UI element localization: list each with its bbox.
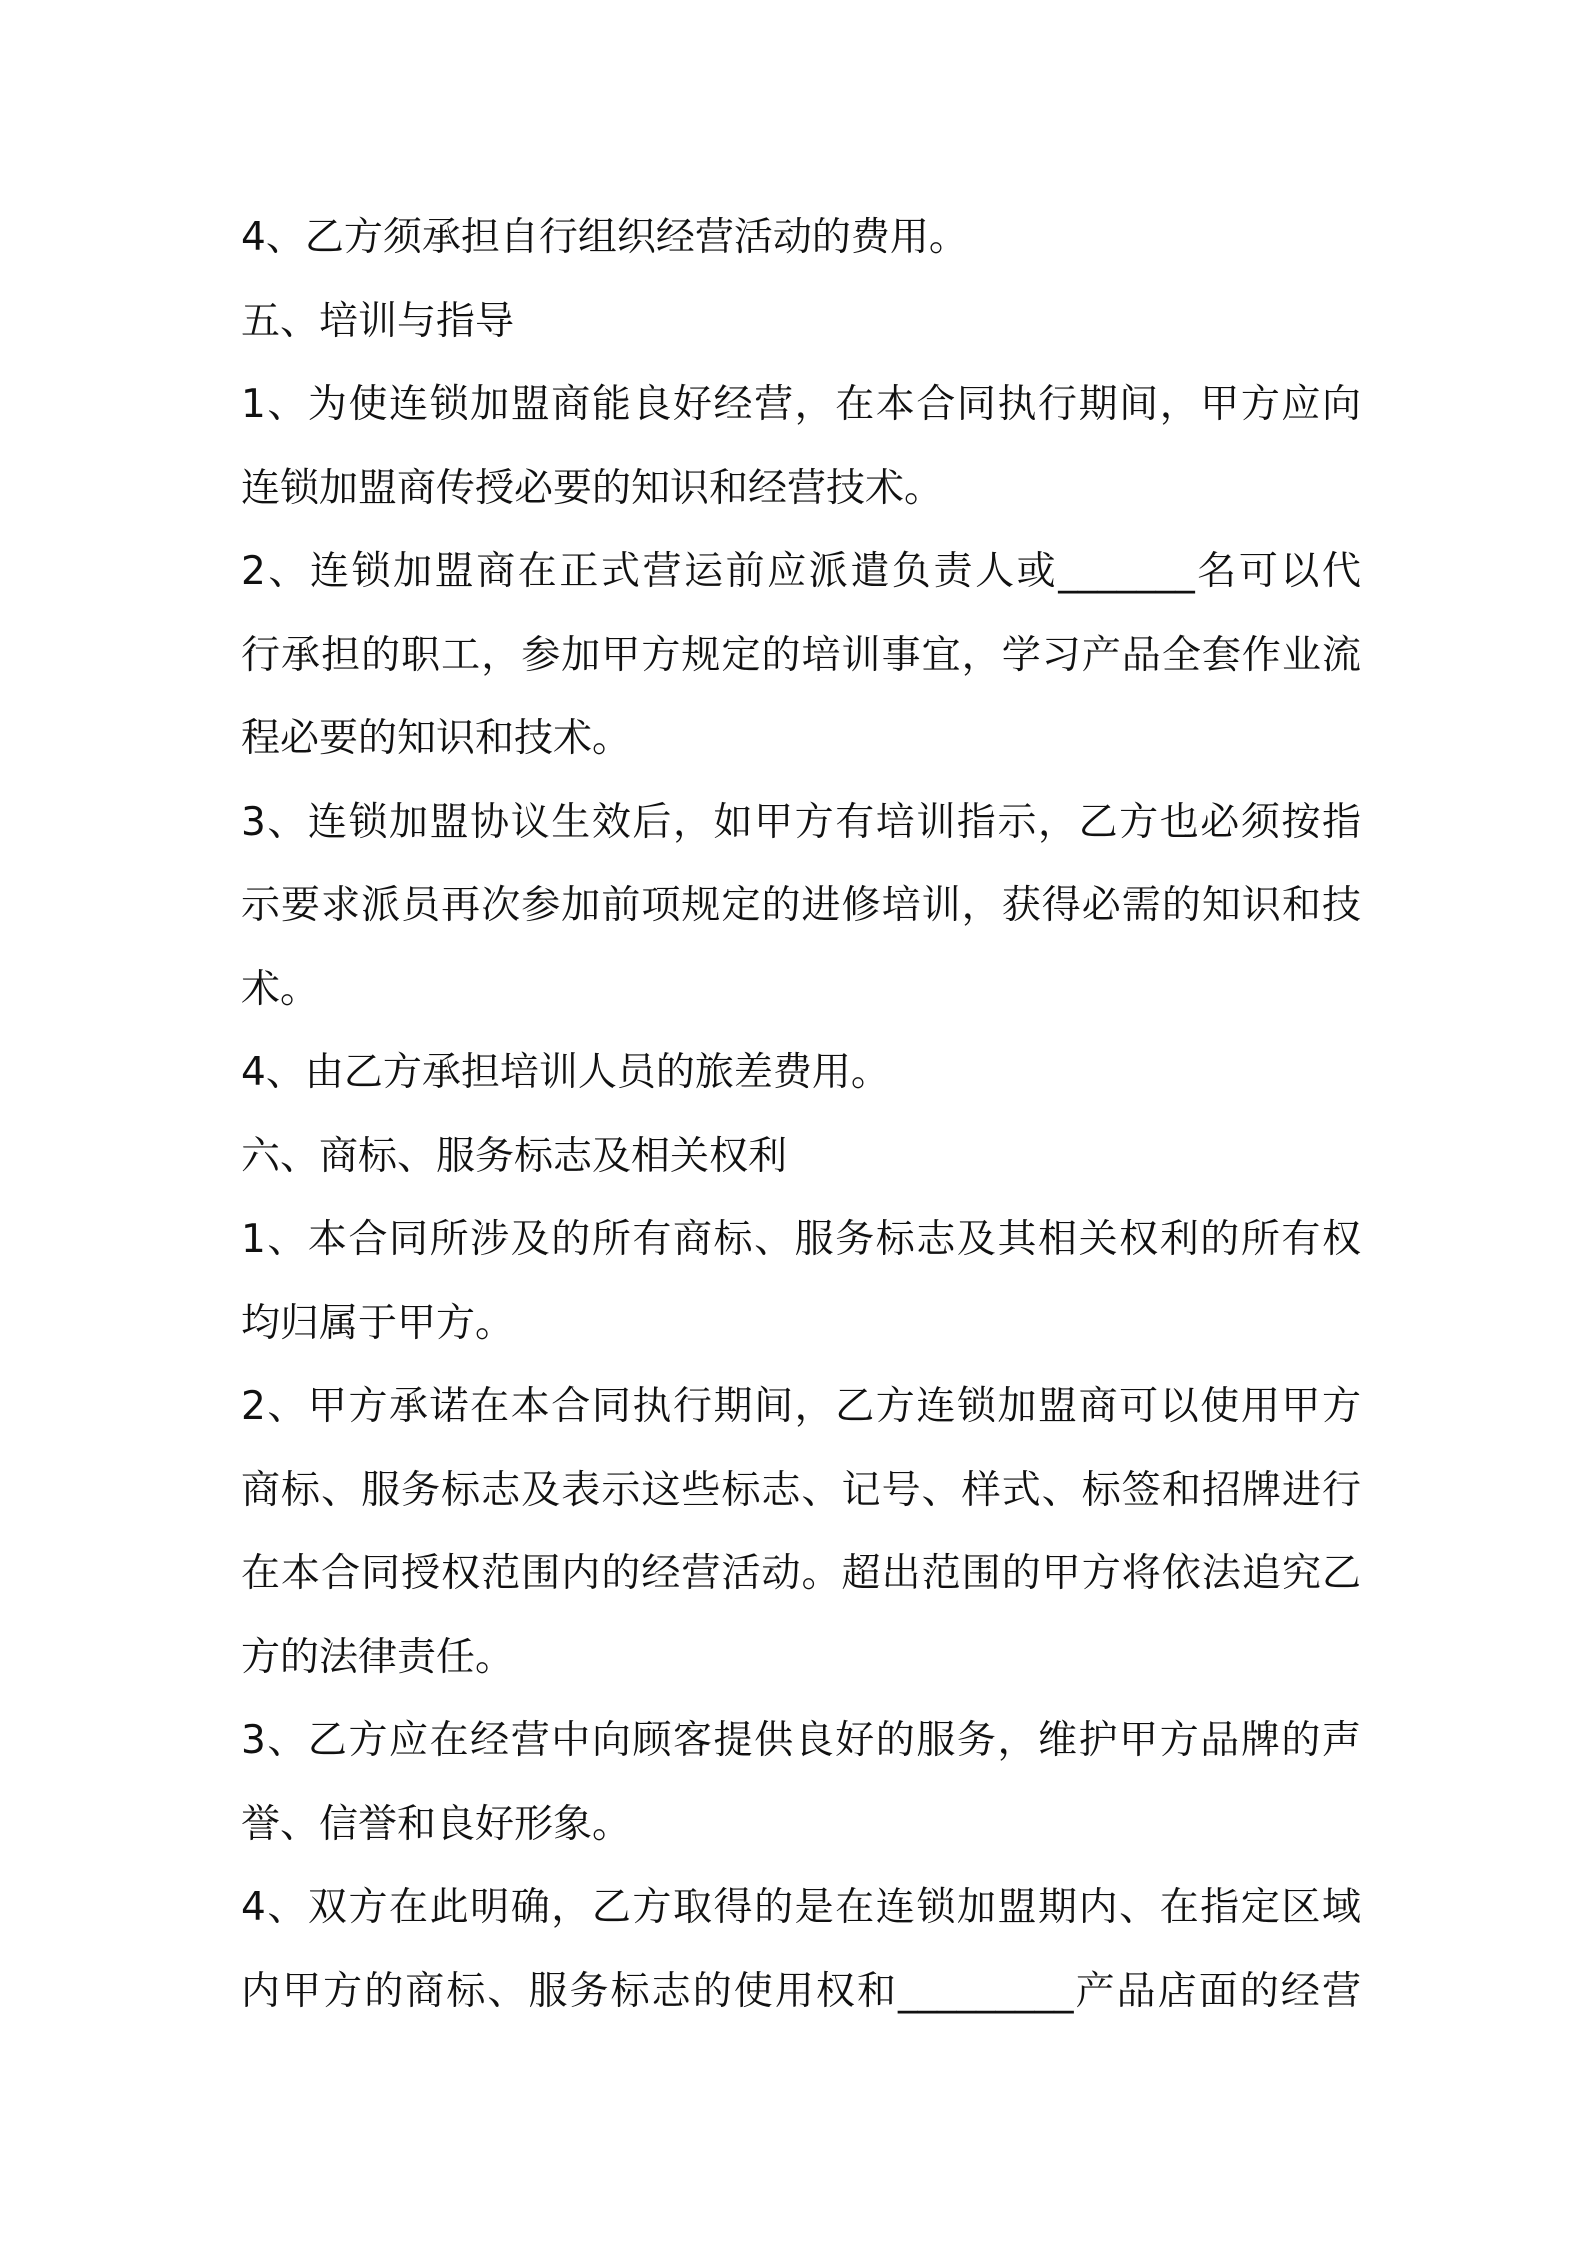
text-line: 术。 <box>241 966 320 1012</box>
text-line: 在本合同授权范围内的经营活动。超出范围的甲方将依法追究乙 <box>241 1551 1361 1596</box>
text-line: 均归属于甲方。 <box>241 1300 515 1346</box>
text-line: 商标、服务标志及表示这些标志、记号、样式、标签和招牌进行 <box>241 1467 1361 1513</box>
text-line: 1、为使连锁加盟商能良好经营，在本合同执行期间，甲方应向 <box>241 382 1361 427</box>
section-heading: 五、培训与指导 <box>241 298 515 344</box>
section-heading: 六、商标、服务标志及相关权利 <box>241 1133 788 1179</box>
text-line: 程必要的知识和技术。 <box>241 716 632 761</box>
text-line: 誉、信誉和良好形象。 <box>241 1801 632 1847</box>
text-line: 2、甲方承诺在本合同执行期间，乙方连锁加盟商可以使用甲方 <box>241 1384 1361 1429</box>
text-line: 示要求派员再次参加前项规定的进修培训，获得必需的知识和技 <box>241 883 1361 928</box>
text-line: 3、乙方应在经营中向顾客提供良好的服务，维护甲方品牌的声 <box>241 1718 1361 1763</box>
text-line: 3、连锁加盟协议生效后，如甲方有培训指示，乙方也必须按指 <box>241 799 1361 845</box>
text-line: 4、由乙方承担培训人员的旅差费用。 <box>241 1050 890 1095</box>
text-line: 连锁加盟商传授必要的知识和经营技术。 <box>241 465 944 511</box>
text-line: 行承担的职工，参加甲方规定的培训事宜，学习产品全套作业流 <box>241 632 1361 678</box>
text-line: 内甲方的商标、服务标志的使用权和_________产品店面的经营 <box>241 1968 1361 2014</box>
text-line: 4、乙方须承担自行组织经营活动的费用。 <box>241 215 968 260</box>
text-line: 2、连锁加盟商在正式营运前应派遣负责人或_______名可以代 <box>241 549 1361 594</box>
text-line: 1、本合同所涉及的所有商标、服务标志及其相关权利的所有权 <box>241 1217 1361 1262</box>
text-line: 4、双方在此明确，乙方取得的是在连锁加盟期内、在指定区域 <box>241 1885 1361 1930</box>
document-body <box>241 196 1361 2033</box>
text-line: 方的法律责任。 <box>241 1634 515 1680</box>
